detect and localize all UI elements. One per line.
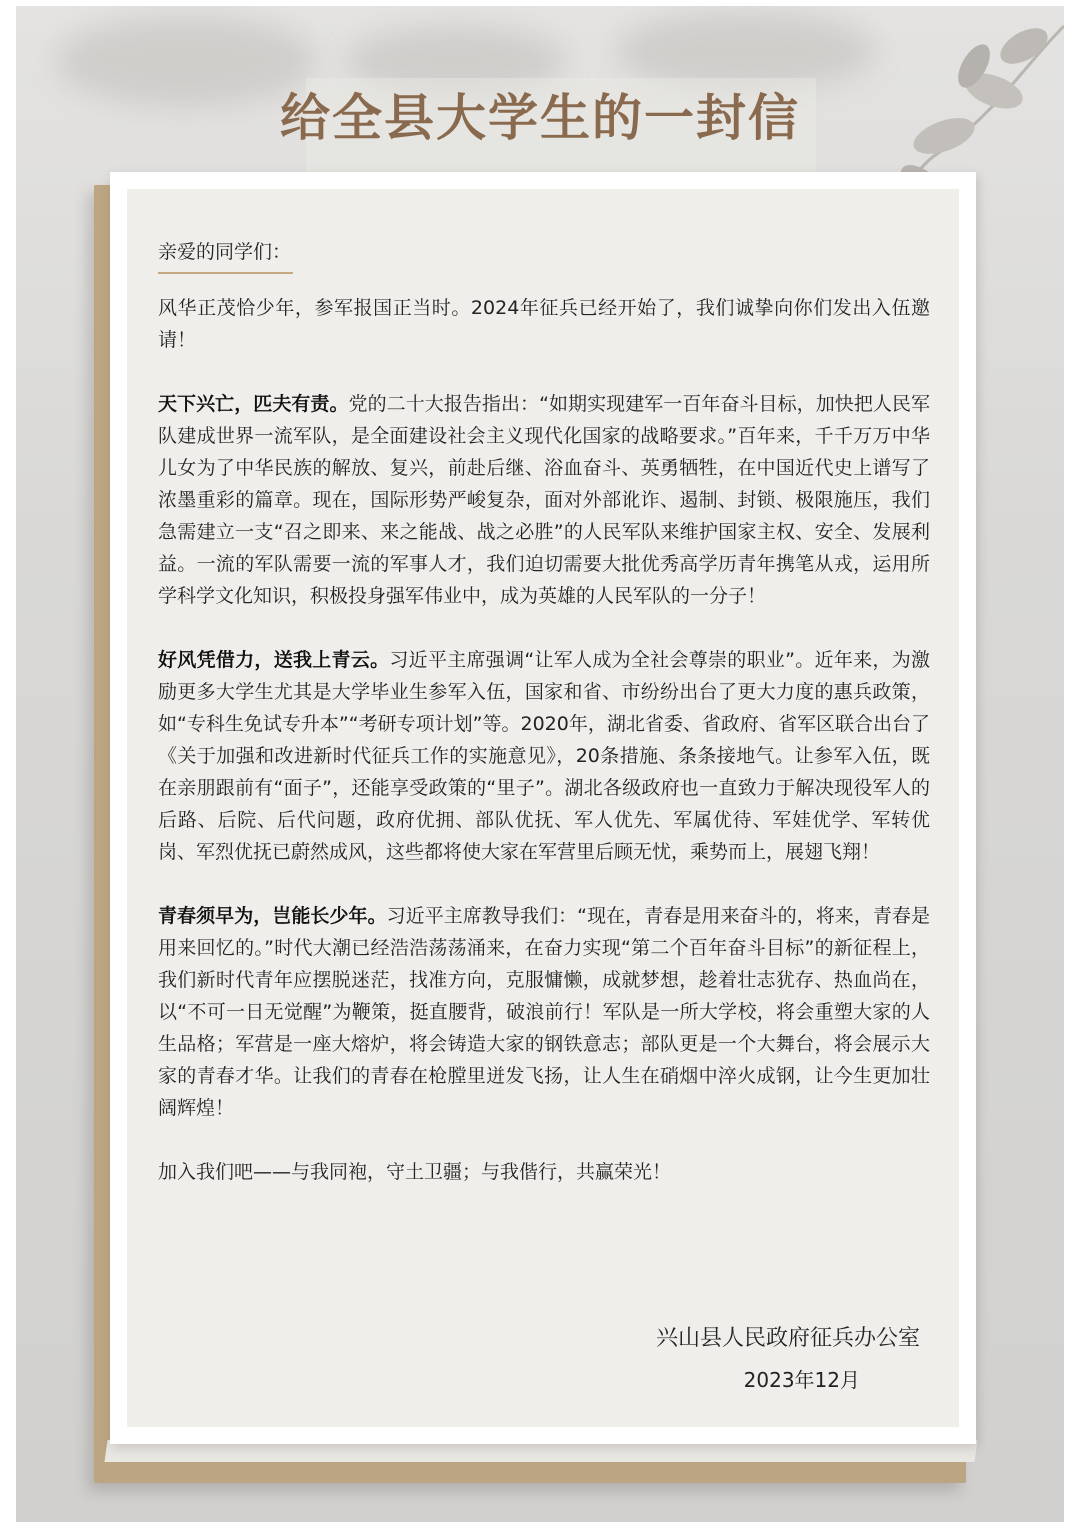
greeting-underline (158, 272, 293, 274)
section-heading: 好风凭借力，送我上青云。 (158, 649, 390, 671)
section-paragraph (158, 388, 930, 612)
section-heading: 天下兴亡，匹夫有责。 (158, 393, 349, 415)
greeting: 亲爱的同学们： (158, 241, 292, 263)
section-body: 习近平主席强调“让军人成为全社会尊崇的职业”。近年来，为激励更多大学生尤其是大学毕业生参军入伍，国家和省、市纷纷出台了更大力度的惠兵政策，如“专科生免试专升本”“考研专项计划”等。2020年，湖北省委、省政府、省军区联合出台了《关于加强和改进新时代征兵工作的实施意见》，20条措施、条条接地气。让参军入伍，既在亲朋跟前有“面子”，还能享受政策的“里子”。湖北各级政府也一直致力于解决现役军人的后路、后院、后代问题，政府优拥、部队优抚、军人优先、军属优待、军娃优学、军转优岗、军烈优抚已蔚然成风，这些都将使大家在军营里后顾无忧，乘势而上，展翅飞翔！ (158, 649, 930, 863)
section-body: 党的二十大报告指出：“如期实现建军一百年奋斗目标，加快把人民军队建成世界一流军队，是全面建设社会主义现代化国家的战略要求。”百年来，千千万万中华儿女为了中华民族的解放、复兴，前赴后继、浴血奋斗、英勇牺牲，在中国近代史上谱写了浓墨重彩的篇章。现在，国际形势严峻复杂，面对外部讹诈、遏制、封锁、极限施压，我们急需建立一支“召之即来、来之能战、战之必胜”的人民军队来维护国家主权、安全、发展利益。一流的军队需要一流的军事人才，我们迫切需要大批优秀高学历青年携笔从戎，运用所学科学文化知识，积极投身强军伟业中，成为英雄的人民军队的一分子！ (158, 393, 930, 607)
section-heading: 青春须早为，岂能长少年。 (158, 905, 387, 927)
page-title: 给全县大学生的一封信 (280, 88, 800, 147)
intro-paragraph: 风华正茂恰少年，参军报国正当时。2024年征兵已经开始了，我们诚挚向你们发出入伍邀请！ (158, 297, 930, 351)
letter-date: 2023年12月 (743, 1368, 860, 1392)
section-paragraph (158, 644, 930, 868)
letter-body (158, 236, 930, 1188)
signature: 兴山县人民政府征兵办公室 (655, 1326, 920, 1351)
section-body: 习近平主席教导我们：“现在，青春是用来奋斗的，将来，青春是用来回忆的。”时代大潮已经浩浩荡荡涌来，在奋力实现“第二个百年奋斗目标”的新征程上，我们新时代青年应摆脱迷茫，找准方向，克服慵懒，成就梦想，趁着壮志犹存、热血尚在，以“不可一日无觉醒”为鞭策，挺直腰背，破浪前行！军队是一所大学校，将会重塑大家的人生品格；军营是一座大熔炉，将会铸造大家的钢铁意志；部队更是一个大舞台，将会展示大家的青春才华。让我们的青春在枪膛里迸发飞扬，让人生在硝烟中淬火成钢，让今生更加壮阔辉煌！ (158, 905, 930, 1119)
section-paragraph (158, 900, 930, 1124)
closing-line: 加入我们吧——与我同袍，守土卫疆；与我偕行，共赢荣光！ (158, 1161, 672, 1183)
